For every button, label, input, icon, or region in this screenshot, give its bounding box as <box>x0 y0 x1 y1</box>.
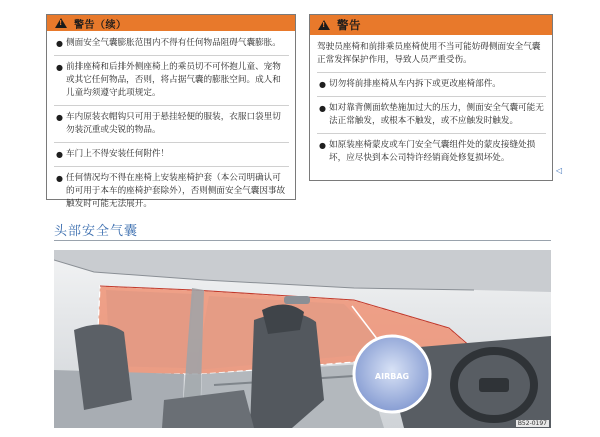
warning-item: ● 车门上不得安装任何附件！ <box>56 149 170 159</box>
warning-item: ● 前排座椅和后排外侧座椅上的乘员切不可怀抱儿童、宠物或其它任何物品，否则，将占据气囊的膨胀空间。成人和儿童均须遵守此项规定。 <box>56 62 281 98</box>
head-airbag-illustration <box>54 250 551 428</box>
warning-box <box>309 14 553 181</box>
warning-item: ● 如原装座椅蒙皮或车门安全气囊组件处的蒙皮接缝处损坏，应尽快到本公司特许经销商处修复损坏处。 <box>319 140 536 163</box>
airbag-label: AIRBAG <box>374 372 410 381</box>
warning-item: ● 任何情况均不得在座椅上安装座椅护套（本公司明确认可的可用于本车的座椅护套除外），否则侧面安全气囊因事故触发时可能无法展开。 <box>56 173 286 209</box>
warning-triangle-icon: ! <box>55 18 67 28</box>
section-title: 头部安全气囊 <box>54 224 139 239</box>
warning-item: ● 切勿将前排座椅从车内拆下或更改座椅部件。 <box>319 79 501 89</box>
warning-header <box>310 15 552 35</box>
warning-intro: 驾驶员座椅和前排乘员座椅使用不当可能妨碍侧面安全气囊正常发挥保护作用，导致人员严重受伤。 <box>317 42 541 65</box>
continue-arrow-icon: ◁ <box>556 166 563 175</box>
warning-item: ● 车内原装衣帽钩只可用于悬挂轻便的服装，衣服口袋里切勿装沉重或尖锐的物品。 <box>56 112 281 135</box>
warning-title: 警告 <box>337 18 361 32</box>
car-interior-illustration <box>54 250 551 428</box>
figure-code: B52-0197 <box>517 420 547 427</box>
warning-item: ● 侧面安全气囊膨胀范围内不得有任何物品阻碍气囊膨胀。 <box>56 38 281 48</box>
warning-title: 警告（续） <box>74 19 127 31</box>
warning-header <box>47 15 295 31</box>
warning-triangle-icon: ! <box>318 20 330 30</box>
warning-box-continued <box>46 14 296 209</box>
section-divider <box>54 240 551 241</box>
warning-item: ● 如对靠背侧面软垫施加过大的压力，侧面安全气囊可能无法正常触发，或根本不触发，或不应触发时触发。 <box>319 103 544 126</box>
